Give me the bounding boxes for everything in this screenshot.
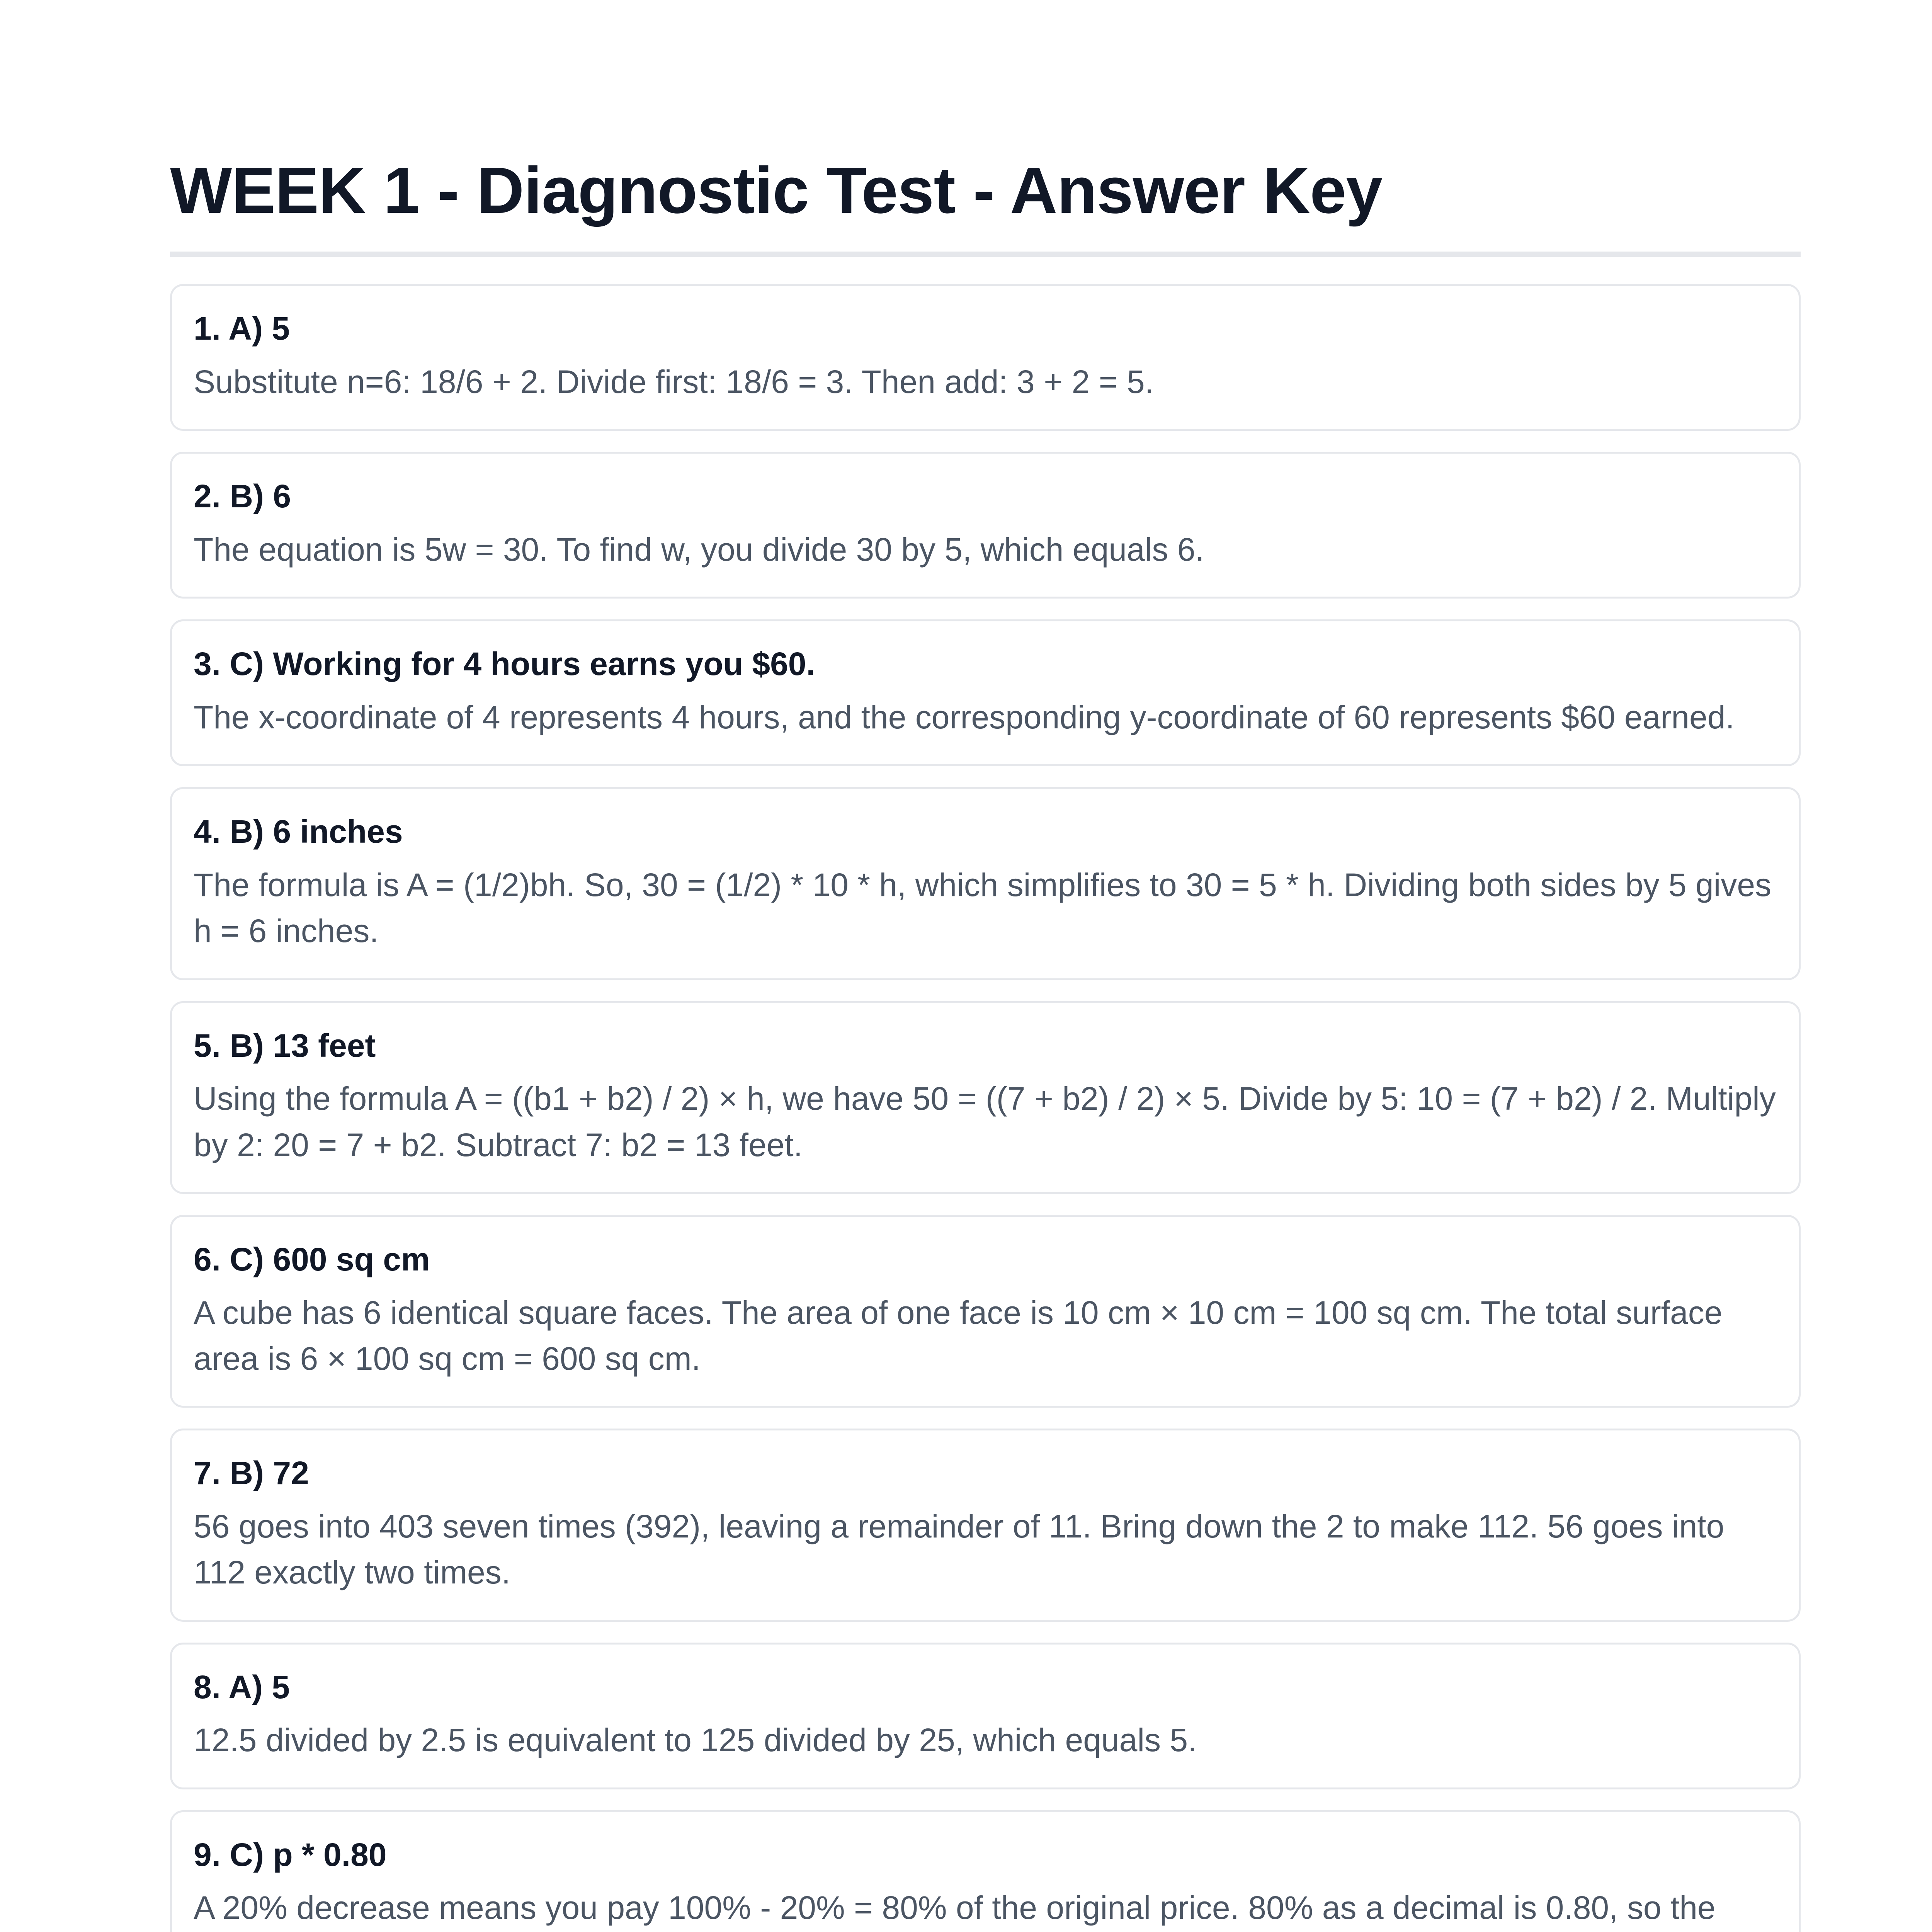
answer-card-6 [170, 1215, 1801, 1408]
answer-card-1 [170, 284, 1801, 431]
answer-explanation: Substitute n=6: 18/6 + 2. Divide first: 18/6 = 3. Then add: 3 + 2 = 5. [194, 363, 1154, 400]
answer-explanation: The x-coordinate of 4 represents 4 hours, and the corresponding y-coordinate of 60 represents $60 earned. [194, 699, 1735, 735]
answer-card-9 [170, 1810, 1801, 1932]
answer-label: 7. B) 72 [194, 1455, 309, 1492]
answer-explanation: Using the formula A = ((b1 + b2) / 2) × h, we have 50 = ((7 + b2) / 2) × 5. Divide by 5: 10 = (7 + b2) / 2. Multiply by 2: 20 = 7 + b2. Subtract 7: b2 = 13 feet. [194, 1080, 1776, 1163]
answer-explanation: 56 goes into 403 seven times (392), leaving a remainder of 11. Bring down the 2 to make 112. 56 goes into 112 exactly two times. [194, 1508, 1725, 1591]
answer-card-5 [170, 1001, 1801, 1194]
answer-explanation: A 20% decrease means you pay 100% - 20% = 80% of the original price. 80% as a decimal is 0.80, so the [194, 1889, 1716, 1926]
answer-list [170, 284, 1801, 1932]
answer-label: 1. A) 5 [194, 310, 290, 347]
answer-label: 5. B) 13 feet [194, 1027, 376, 1064]
answer-explanation: A cube has 6 identical square faces. The area of one face is 10 cm × 10 cm = 100 sq cm. The total surface area is 6 × 100 sq cm = 600 sq cm. [194, 1294, 1723, 1377]
answer-explanation: 12.5 divided by 2.5 is equivalent to 125 divided by 25, which equals 5. [194, 1722, 1197, 1759]
answer-label: 3. C) Working for 4 hours earns you $60. [194, 646, 815, 682]
answer-card-2 [170, 452, 1801, 599]
page-title: WEEK 1 - Diagnostic Test - Answer Key [170, 155, 1801, 257]
answer-explanation: The formula is A = (1/2)bh. So, 30 = (1/2) * 10 * h, which simplifies to 30 = 5 * h. Dividing both sides by 5 gives h = 6 inches. [194, 866, 1772, 949]
answer-card-7 [170, 1429, 1801, 1621]
answer-label: 8. A) 5 [194, 1668, 290, 1705]
answer-label: 4. B) 6 inches [194, 813, 403, 850]
answer-card-8 [170, 1643, 1801, 1789]
answer-card-4 [170, 787, 1801, 980]
answer-card-3 [170, 619, 1801, 766]
answer-label: 9. C) p * 0.80 [194, 1836, 387, 1873]
answer-explanation: The equation is 5w = 30. To find w, you divide 30 by 5, which equals 6. [194, 531, 1204, 568]
answer-label: 6. C) 600 sq cm [194, 1241, 430, 1277]
answer-label: 2. B) 6 [194, 478, 291, 515]
